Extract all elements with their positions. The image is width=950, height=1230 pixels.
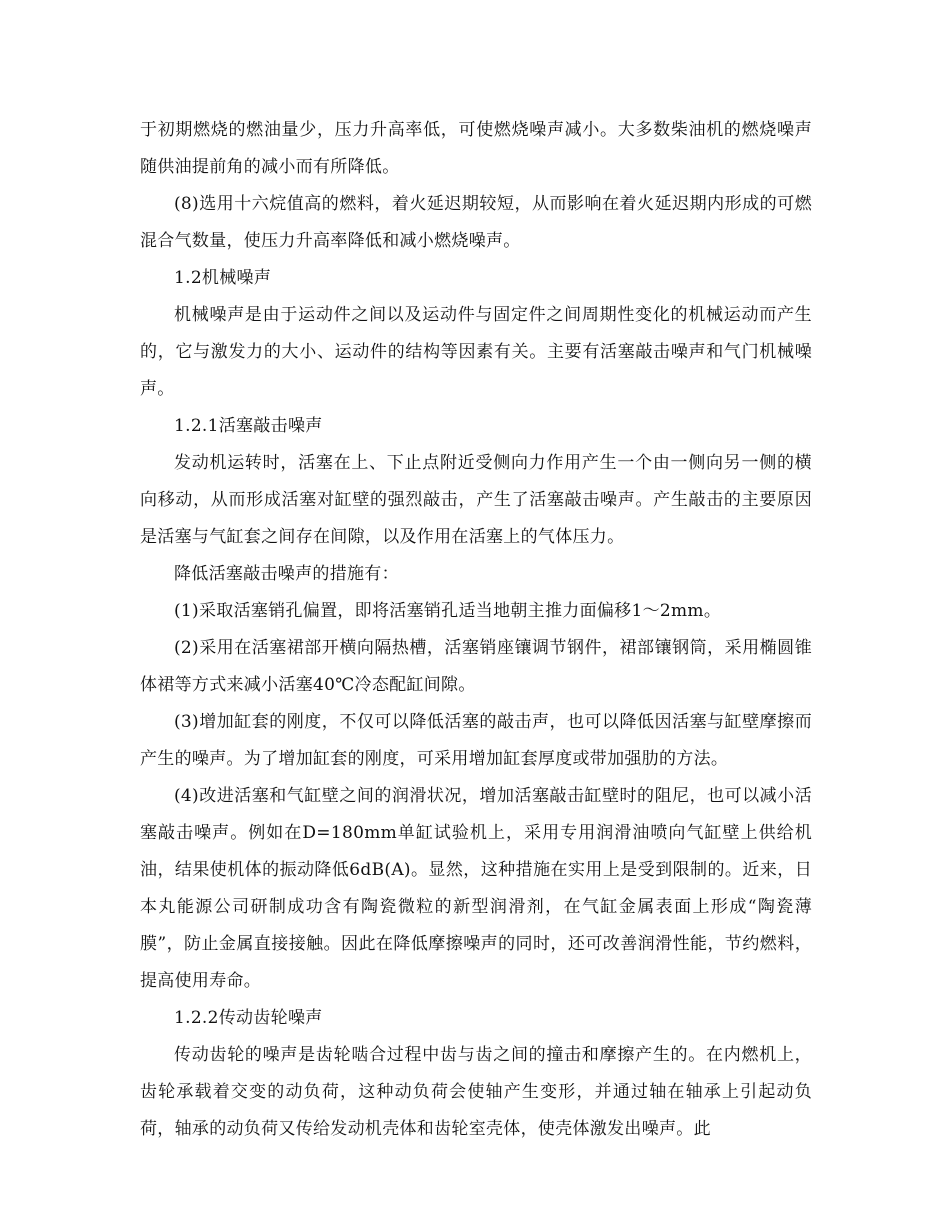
section-heading-mechanical-noise: 1.2机械噪声	[174, 268, 272, 288]
section-heading-gear-noise: 1.2.2传动齿轮噪声	[174, 1008, 323, 1028]
paragraph-continuation: 于初期燃烧的燃油量少，压力升高率低，可使燃烧噪声减小。大多数柴油机的燃烧噪声随供油提前角的减小而有所降低。	[140, 120, 812, 177]
paragraph-gear-noise: 传动齿轮的噪声是齿轮啮合过程中齿与齿之间的撞击和摩擦产生的。在内燃机上，齿轮承载着交变的动负荷，这种动负荷会使轴产生变形，并通过轴在轴承上引起动负荷，轴承的动负荷又传给发动机壳体和齿轮室壳体，使壳体激发出噪声。此	[140, 1045, 812, 1139]
paragraph-item-8: (8)选用十六烷值高的燃料，着火延迟期较短，从而影响在着火延迟期内形成的可燃混合气数量，使压力升高率降低和减小燃烧噪声。	[140, 194, 812, 251]
paragraph-measures-intro: 降低活塞敲击噪声的措施有：	[174, 564, 399, 584]
document-page	[140, 112, 812, 1148]
paragraph-measure-2: (2)采用在活塞裙部开横向隔热槽，活塞销座镶调节钢件，裙部镶钢筒，采用椭圆锥体裙等方式来减小活塞40℃冷态配缸间隙。	[140, 638, 812, 695]
paragraph-measure-3: (3)增加缸套的刚度，不仅可以降低活塞的敲击声，也可以降低因活塞与缸壁摩擦而产生的噪声。为了增加缸套的刚度，可采用增加缸套厚度或带加强肋的方法。	[140, 712, 812, 769]
paragraph-mechanical-noise: 机械噪声是由于运动件之间以及运动件与固定件之间周期性变化的机械运动而产生的，它与激发力的大小、运动件的结构等因素有关。主要有活塞敲击噪声和气门机械噪声。	[140, 305, 812, 399]
section-heading-piston-slap-noise: 1.2.1活塞敲击噪声	[174, 416, 323, 436]
paragraph-piston-slap: 发动机运转时，活塞在上、下止点附近受侧向力作用产生一个由一侧向另一侧的横向移动，从而形成活塞对缸壁的强烈敲击，产生了活塞敲击噪声。产生敲击的主要原因是活塞与气缸套之间存在间隙，以及作用在活塞上的气体压力。	[140, 453, 812, 547]
paragraph-measure-4: (4)改进活塞和气缸壁之间的润滑状况，增加活塞敲击缸壁时的阻尼，也可以减小活塞敲击噪声。例如在D=180mm单缸试验机上，采用专用润滑油喷向气缸壁上供给机油，结果使机体的振动降低6dB(A)。显然，这种措施在实用上是受到限制的。近来，日本丸能源公司研制成功含有陶瓷微粒的新型润滑剂，在气缸金属表面上形成“陶瓷薄膜”，防止金属直接接触。因此在降低摩擦噪声的同时，还可改善润滑性能，节约燃料，提高使用寿命。	[140, 786, 812, 991]
paragraph-measure-1: (1)采取活塞销孔偏置，即将活塞销孔适当地朝主推力面偏移1～2mm。	[174, 601, 722, 621]
